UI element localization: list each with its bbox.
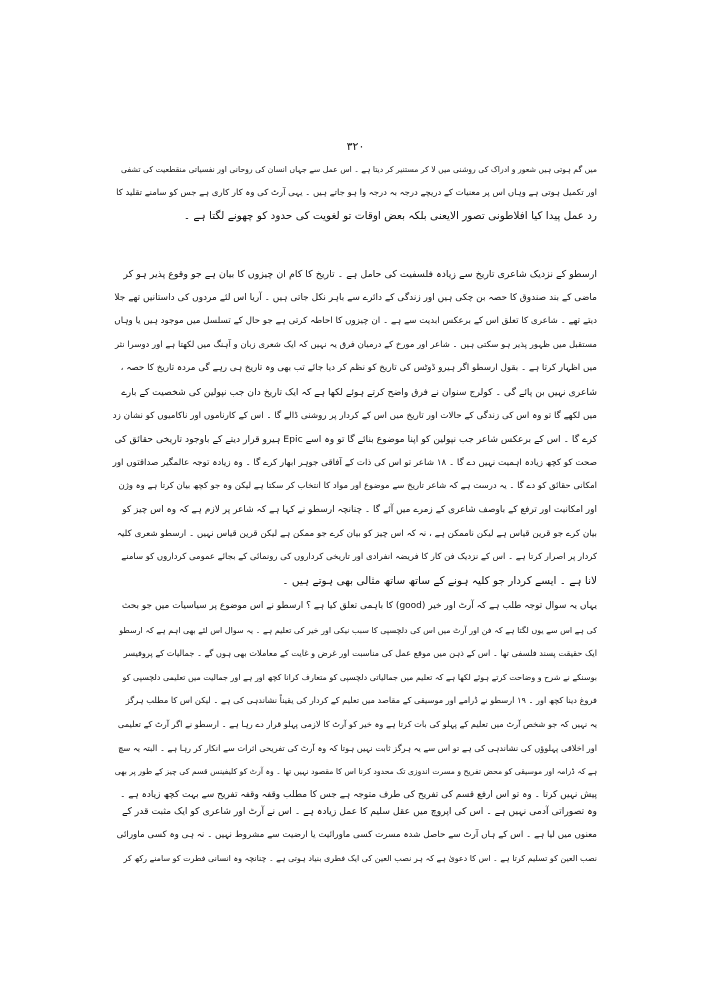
text-line: یہ نہیں کہ جو شخص آرٹ میں تعلیم کے پہلو کی بات کرتا ہے وہ خیر کو آرٹ کا لازمی پہلو قرار دے رہا ہے ۔ ارسطو نے اگر آرٹ کے تعلیمی <box>117 718 597 729</box>
text-line: کی ہے اس سے یوں لگتا ہے کہ فن اور آرٹ میں اس کی دلچسپی کا سبب نیکی اور خیر کی تعلیم ہے ۔ یہ سوال اس لئے بھی اہم ہے کہ ارسطو <box>119 625 597 635</box>
text-line: میں اظہار کرتا ہے ۔ بقول ارسطو اگر ہیرو ڈوٹس کی تاریخ کو نظم کر دیا جائے تب بھی وہ تاریخ ہی رہے گی مردہ تاریخ کا حصہ ، <box>120 363 597 374</box>
text-line: بیان کرے جو قرین قیاس ہے لیکن ناممکن ہے ، نہ کہ اس چیز کو بیان کرے جو ممکن ہے لیکن قرین قیاس نہیں ۔ ارسطو شعری کلیہ <box>116 528 597 539</box>
text-line: کردار پر اصرار کرتا ہے ۔ اس کے نزدیک فن کار کا فریضہ انفرادی اور تاریخی کرداروں کی رونمائی کے بجائے عمومی کرداروں کو سامنے <box>121 552 597 563</box>
text-line: اور تکمیل ہوتی ہے وہاں اس پر معنیات کے دریچے درجہ بہ درجہ وا ہو جاتے ہیں ۔ یہی آرٹ کی وہ کار کاری ہے جس کو سامنے تقلید کا <box>116 187 597 198</box>
paragraph-4 <box>112 800 597 871</box>
text-line: ہے کہ ڈرامہ اور موسیقی کو محض تفریح و مسرت اندوزی تک محدود کرنا اس کا مقصود نہیں تھا ۔ وہ آرٹ کو کلیفینس قسم کی چیز کے طور پر بھی <box>114 767 597 777</box>
text-line: بوسنکے نے شرح و وضاحت کرتے ہوئے لکھا ہے کہ تعلیم میں جمالیاتی دلچسپی کو متعارف کرانا کچھ اور ہے اور جمالیت میں تعلیمی دلچسپی کو <box>122 672 597 682</box>
text-line: دیتے تھے ۔ شاعری کا تعلق اس کے برعکس ابدیت سے ہے ۔ ان چیزوں کا احاطہ کرتی ہے جو حال کے تسلسل میں موجود ہیں یا وہاں <box>114 316 597 327</box>
text-line: کرے گا ۔ اس کے برعکس شاعر جب نپولین کو اپنا موضوع بنائے گا تو وہ اسے Epic ہیرو قرار دیتے کے باوجود تاریخی حقائق کی <box>114 434 597 446</box>
text-line: وہ تصوراتی آدمی نہیں ہے ۔ اس کی اپروچ میں عقل سلیم کا عمل زیادہ ہے ۔ اس نے آرٹ اور شاعری کو ایک مثبت قدر کے <box>122 806 597 817</box>
paragraph-1 <box>112 158 597 229</box>
page-number: ۳۲۰ <box>346 140 365 153</box>
text-line: مستقبل میں ظہور پذیر ہو سکتی ہیں ۔ شاعر اور مورخ کے درمیان فرق یہ نہیں کہ ایک شعری زبان و آہنگ میں لکھتا ہے اور دوسرا نثر <box>114 339 597 350</box>
text-line: معنوں میں لیا ہے ۔ اس کے ہاں آرٹ سے حاصل شدہ مسرت کسی ماورائیت یا ارضیت سے مشروط نہیں ۔ نہ ہی وہ کسی ماورائی <box>116 829 597 840</box>
text-line: امکانی حقائق کو دے گا ۔ یہ درست ہے کہ شاعر تاریخ سے موضوع اور مواد کا انتخاب کر سکتا ہے لیکن وہ جو کچھ بیان کرتا ہے وہ وژن <box>118 481 597 492</box>
text-line: ارسطو کے نزدیک شاعری تاریخ سے زیادہ فلسفیت کی حامل ہے ۔ تاریخ کا کام ان چیزوں کا بیان ہے جو وقوع پذیر ہو کر <box>123 269 597 280</box>
text-line: میں لکھے گا تو وہ اس کی زندگی کے حالات اور تاریخ میں اس کے کردار پر روشنی ڈالے گا ۔ اس کے کارناموں اور ناکامیوں کو نشان زد <box>112 410 597 421</box>
text-line: رد عمل پیدا کیا افلاطونی تصور الایعنی بلکہ بعض اوقات تو لغویت کی حدود کو چھونے لگتا ہے ۔ <box>183 210 597 223</box>
text-line: لانا ہے ۔ ایسے کردار جو کلیہ ہونے کے ساتھ ساتھ مثالی بھی ہوتے ہیں ۔ <box>282 574 597 587</box>
paragraph-3 <box>112 595 597 807</box>
text-line: یہاں یہ سوال توجہ طلب ہے کہ آرٹ اور خیر (good) کا باہمی تعلق کیا ہے ؟ ارسطو نے اس موضوع پر سیاسیات میں جو بحث <box>121 601 597 611</box>
text-line: صحت کو کچھ زیادہ اہمیت نہیں دے گا ۔ ۱۸ شاعر تو اس کی ذات کے آفاقی جوہر ابھار کرے گا ۔ وہ زیادہ توجہ عالمگیر صداقتوں اور <box>112 457 597 468</box>
text-line: اور امکانیت اور ترفع کے باوصف شاعری کے زمرے میں آئے گا ۔ چنانچہ ارسطو نے کہا ہے کہ شاعر پر لازم ہے کہ وہ اس چیز کو <box>122 504 597 515</box>
text-line: شاعری نہیں بن پائے گی ۔ کولرج سنوان نے فرق واضح کرتے ہوئے لکھا ہے کہ ایک تاریخ دان جب نپولین کی شخصیت کے بارے <box>121 386 597 398</box>
text-line: میں گم ہوتی ہیں شعور و ادراک کی روشنی میں لا کر مستنیر کر دیتا ہے ۔ اس عمل سے جہاں انسان کی روحانی اور نفسیاتی منقطعیت کی تشفی <box>121 165 597 174</box>
text-line: نصب العین کو تسلیم کرتا ہے ۔ اس کا دعویٰ ہے کہ ہر نصب العین کی ایک فطری بنیاد ہوتی ہے ۔ چنانچہ وہ انسانی فطرت کو سامنے رکھ کر <box>123 854 597 864</box>
text-line: ماضی کے بند صندوق کا حصہ بن چکی ہیں اور زندگی کے دائرے سے باہر نکل جاتی ہیں ۔ آریا اس لئے مردوں کی داستانیں تھے جلا <box>114 292 597 303</box>
text-line: ایک حقیقت پسند فلسفی تھا ۔ اس کے ذہن میں موقع عمل کی مناسبت اور غرض و غایت کے معاملات بھی ہوں گے ۔ جمالیات کے پروفیسر <box>123 648 597 659</box>
text-line: پیش نہیں کرتا ۔ وہ تو اس ارفع قسم کی تفریح کی طرف متوجہ ہے جس کا مطلب وقفہ وقفہ تفریح سے بہت کچھ زیادہ ہے ۔ <box>120 789 597 800</box>
paragraph-2 <box>112 263 597 593</box>
text-line: فروغ دینا کچھ اور ۔ ۱۹ ارسطو نے ڈرامے اور موسیقی کے مقاصد میں تعلیم کے کردار کی یقیناً نشاندہی کی ہے ۔ لیکن اس کا مطلب ہرگز <box>125 695 597 706</box>
text-line: اور اخلاقی پہلوؤں کی نشاندہی کی ہے تو اس سے یہ ہرگز ثابت نہیں ہوتا کہ وہ آرٹ کی تفریحی اثرات سے انکار کر رہا ہے ۔ البتہ یہ سچ <box>118 742 597 753</box>
